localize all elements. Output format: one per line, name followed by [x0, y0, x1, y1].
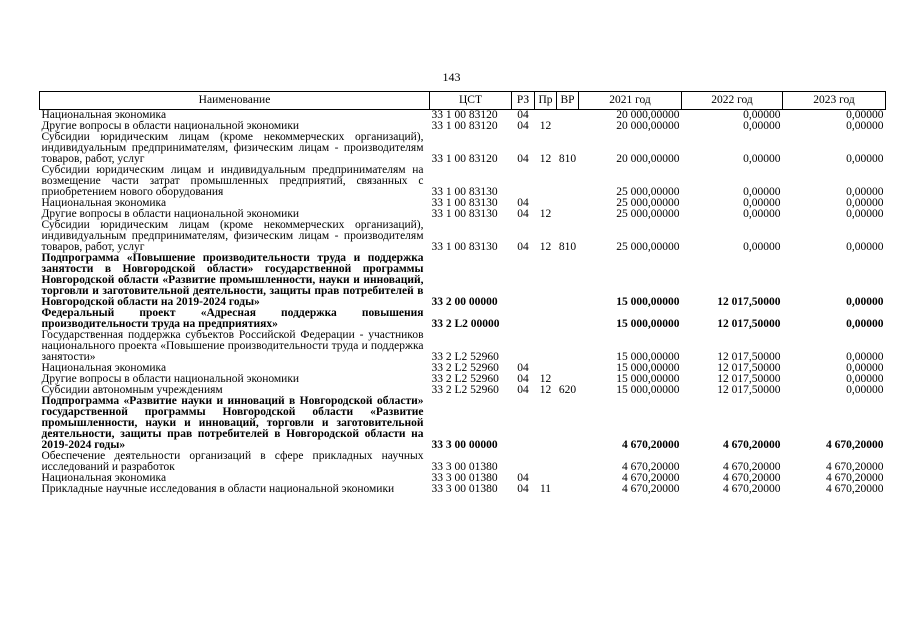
cell-2022: 12 017,50000 [717, 373, 781, 385]
cell-rz: 04 [517, 362, 529, 374]
cell-cst: 33 2 L2 52960 [431, 384, 499, 396]
cell-pr [535, 308, 557, 330]
cell-2021: 20 000,00000 [616, 120, 680, 132]
cell-2021: 15 000,00000 [616, 351, 680, 363]
cell-rz: 04 [517, 373, 529, 385]
cell-name: Национальная экономика [41, 109, 167, 121]
cell-cst: 33 1 00 83120 [431, 153, 498, 165]
cell-pr: 12 [539, 373, 552, 385]
cell-2022: 4 670,20000 [723, 472, 781, 484]
cell-2022: 0,00000 [743, 197, 781, 209]
cell-vr [557, 198, 579, 209]
cell-cst: 33 3 00 01380 [431, 461, 498, 473]
cell-pr [535, 253, 557, 308]
cell-2022: 12 017,50000 [717, 318, 781, 330]
cell-2021: 20 000,00000 [616, 153, 680, 165]
cell-2023: 0,00000 [846, 109, 884, 121]
cell-pr [535, 165, 557, 198]
cell-pr: 12 [539, 384, 552, 396]
cell-cst: 33 3 00 00000 [431, 439, 498, 451]
cell-2023: 4 670,20000 [826, 461, 884, 473]
cell-2023: 0,00000 [846, 120, 884, 132]
cell-rz [512, 165, 535, 198]
cell-2023: 0,00000 [846, 351, 884, 363]
cell-cst: 33 3 00 01380 [431, 483, 498, 495]
cell-cst: 33 3 00 01380 [431, 472, 498, 484]
column-header-name: Наименование [40, 92, 430, 110]
cell-rz: 04 [517, 241, 529, 253]
table-row [40, 308, 886, 330]
cell-2021: 4 670,20000 [622, 439, 680, 451]
cell-cst: 33 2 L2 52960 [431, 362, 499, 374]
cell-2021: 25 000,00000 [616, 197, 680, 209]
cell-vr [557, 363, 579, 374]
cell-name: Подпрограмма «Повышение производительности труда и поддержка занятости в Новгородской области» государственной программы Новгородской области «Развитие промышленности, науки и инноваций, торговли и заготовительной деятельности, защиты прав потребителей в Новгородской области на 2019-2024 годы» [41, 252, 424, 308]
cell-2022: 12 017,50000 [717, 296, 781, 308]
cell-name: Национальная экономика [41, 197, 167, 209]
cell-name: Субсидии автономным учреждениям [41, 384, 223, 396]
cell-2023: 4 670,20000 [826, 472, 884, 484]
cell-2021: 15 000,00000 [616, 373, 680, 385]
cell-pr [535, 330, 557, 363]
cell-2023: 0,00000 [846, 373, 884, 385]
cell-2023: 0,00000 [846, 241, 884, 253]
cell-2022: 12 017,50000 [717, 351, 781, 363]
cell-rz: 04 [517, 384, 529, 396]
cell-2023: 4 670,20000 [826, 483, 884, 495]
cell-name: Национальная экономика [41, 472, 167, 484]
cell-name: Субсидии юридическим лицам (кроме некоммерческих организаций), индивидуальным предпринимателям, физическим лицам - производителям товаров, работ, услуг [41, 131, 424, 165]
cell-vr [557, 330, 579, 363]
cell-vr [557, 473, 579, 484]
cell-rz [512, 330, 535, 363]
cell-2021: 25 000,00000 [616, 186, 680, 198]
cell-cst: 33 2 L2 52960 [431, 351, 499, 363]
cell-2023: 0,00000 [846, 362, 884, 374]
table-row [40, 165, 886, 198]
cell-vr [557, 253, 579, 308]
cell-cst: 33 1 00 83130 [431, 208, 498, 220]
cell-2023: 4 670,20000 [826, 439, 884, 451]
cell-2021: 4 670,20000 [622, 472, 680, 484]
cell-2022: 4 670,20000 [723, 439, 781, 451]
cell-2022: 4 670,20000 [723, 483, 781, 495]
cell-cst: 33 2 L2 52960 [431, 373, 499, 385]
cell-pr [535, 396, 557, 451]
cell-2022: 0,00000 [743, 109, 781, 121]
cell-vr [557, 451, 579, 473]
cell-name: Другие вопросы в области национальной экономики [41, 120, 300, 132]
cell-2023: 0,00000 [846, 384, 884, 396]
cell-pr: 12 [539, 120, 552, 132]
cell-2022: 4 670,20000 [723, 461, 781, 473]
cell-rz: 04 [517, 472, 529, 484]
budget-table [39, 91, 886, 495]
cell-2022: 0,00000 [743, 186, 781, 198]
cell-2021: 15 000,00000 [616, 362, 680, 374]
cell-2023: 0,00000 [846, 197, 884, 209]
table-row [40, 330, 886, 363]
cell-cst: 33 2 00 00000 [431, 296, 498, 308]
cell-vr [557, 110, 579, 122]
cell-pr: 12 [539, 153, 552, 165]
cell-vr [557, 308, 579, 330]
column-header-rz: РЗ [512, 92, 535, 110]
table-row [40, 220, 886, 253]
page-number: 143 [442, 70, 461, 84]
cell-pr: 11 [539, 483, 552, 495]
cell-vr: 810 [558, 153, 577, 165]
cell-vr [557, 165, 579, 198]
cell-2022: 0,00000 [743, 208, 781, 220]
cell-2021: 15 000,00000 [616, 318, 680, 330]
table-row [40, 451, 886, 473]
table-header-row [40, 92, 886, 110]
cell-2022: 0,00000 [743, 120, 781, 132]
table-row [40, 484, 886, 495]
column-header-vr: ВР [557, 92, 579, 110]
column-header-cst: ЦСТ [430, 92, 512, 110]
cell-rz [512, 451, 535, 473]
cell-pr: 12 [539, 208, 552, 220]
cell-rz: 04 [517, 109, 529, 121]
cell-2022: 12 017,50000 [717, 362, 781, 374]
cell-2023: 0,00000 [846, 153, 884, 165]
cell-cst: 33 1 00 83120 [431, 109, 498, 121]
cell-2021: 15 000,00000 [616, 296, 680, 308]
cell-name: Национальная экономика [41, 362, 167, 374]
cell-2021: 25 000,00000 [616, 208, 680, 220]
cell-name: Федеральный проект «Адресная поддержка повышения производительности труда на предприятиях» [41, 307, 424, 330]
cell-2022: 0,00000 [743, 241, 781, 253]
cell-2023: 0,00000 [846, 296, 884, 308]
table-row [40, 253, 886, 308]
cell-name: Обеспечение деятельности организаций в сфере прикладных научных исследований и разработок [41, 450, 424, 473]
cell-rz: 04 [517, 153, 529, 165]
cell-vr [557, 396, 579, 451]
cell-2021: 4 670,20000 [622, 461, 680, 473]
cell-2021: 25 000,00000 [616, 241, 680, 253]
cell-2021: 15 000,00000 [616, 384, 680, 396]
cell-name: Подпрограмма «Развитие науки и инноваций в Новгородской области» государственной программы Новгородской области «Развитие промышленности, науки и инноваций, торговли и заготовительной деятельности, защиты прав потребителей в Новгородской области на 2019-2024 годы» [41, 395, 424, 451]
cell-rz: 04 [517, 197, 529, 209]
cell-rz [512, 253, 535, 308]
column-header-2021: 2021 год [579, 92, 682, 110]
cell-vr: 620 [558, 384, 577, 396]
cell-vr: 810 [558, 241, 577, 253]
column-header-2023: 2023 год [783, 92, 886, 110]
cell-vr [557, 484, 579, 495]
column-header-pr: Пр [535, 92, 557, 110]
cell-name: Другие вопросы в области национальной экономики [41, 373, 300, 385]
cell-cst: 33 1 00 83130 [431, 197, 498, 209]
cell-name: Другие вопросы в области национальной экономики [41, 208, 300, 220]
cell-2023: 0,00000 [846, 186, 884, 198]
table-row [40, 132, 886, 165]
cell-vr [557, 209, 579, 220]
cell-vr [557, 121, 579, 132]
cell-rz: 04 [517, 208, 529, 220]
cell-pr [535, 451, 557, 473]
cell-name: Субсидии юридическим лицам и индивидуальным предпринимателям на возмещение части затрат промышленных предприятий, связанных с приобретением нового оборудования [41, 164, 424, 198]
cell-cst: 33 1 00 83120 [431, 120, 498, 132]
cell-2023: 0,00000 [846, 208, 884, 220]
cell-pr: 12 [539, 241, 552, 253]
cell-name: Государственная поддержка субъектов Российской Федерации - участников национального проекта «Повышение производительности труда и поддержка занятости» [41, 329, 424, 363]
cell-2022: 0,00000 [743, 153, 781, 165]
cell-name: Субсидии юридическим лицам (кроме некоммерческих организаций), индивидуальным предпринимателям, физическим лицам - производителям товаров, работ, услуг [41, 219, 424, 253]
cell-rz: 04 [517, 483, 529, 495]
cell-cst: 33 2 L2 00000 [431, 318, 500, 330]
cell-cst: 33 1 00 83130 [431, 186, 498, 198]
cell-2021: 20 000,00000 [616, 109, 680, 121]
table-row [40, 396, 886, 451]
column-header-2022: 2022 год [682, 92, 783, 110]
cell-2023: 0,00000 [846, 318, 884, 330]
cell-name: Прикладные научные исследования в области национальной экономики [41, 483, 395, 495]
cell-2021: 4 670,20000 [622, 483, 680, 495]
cell-rz [512, 396, 535, 451]
cell-rz [512, 308, 535, 330]
cell-cst: 33 1 00 83130 [431, 241, 498, 253]
cell-2022: 12 017,50000 [717, 384, 781, 396]
cell-rz: 04 [517, 120, 529, 132]
